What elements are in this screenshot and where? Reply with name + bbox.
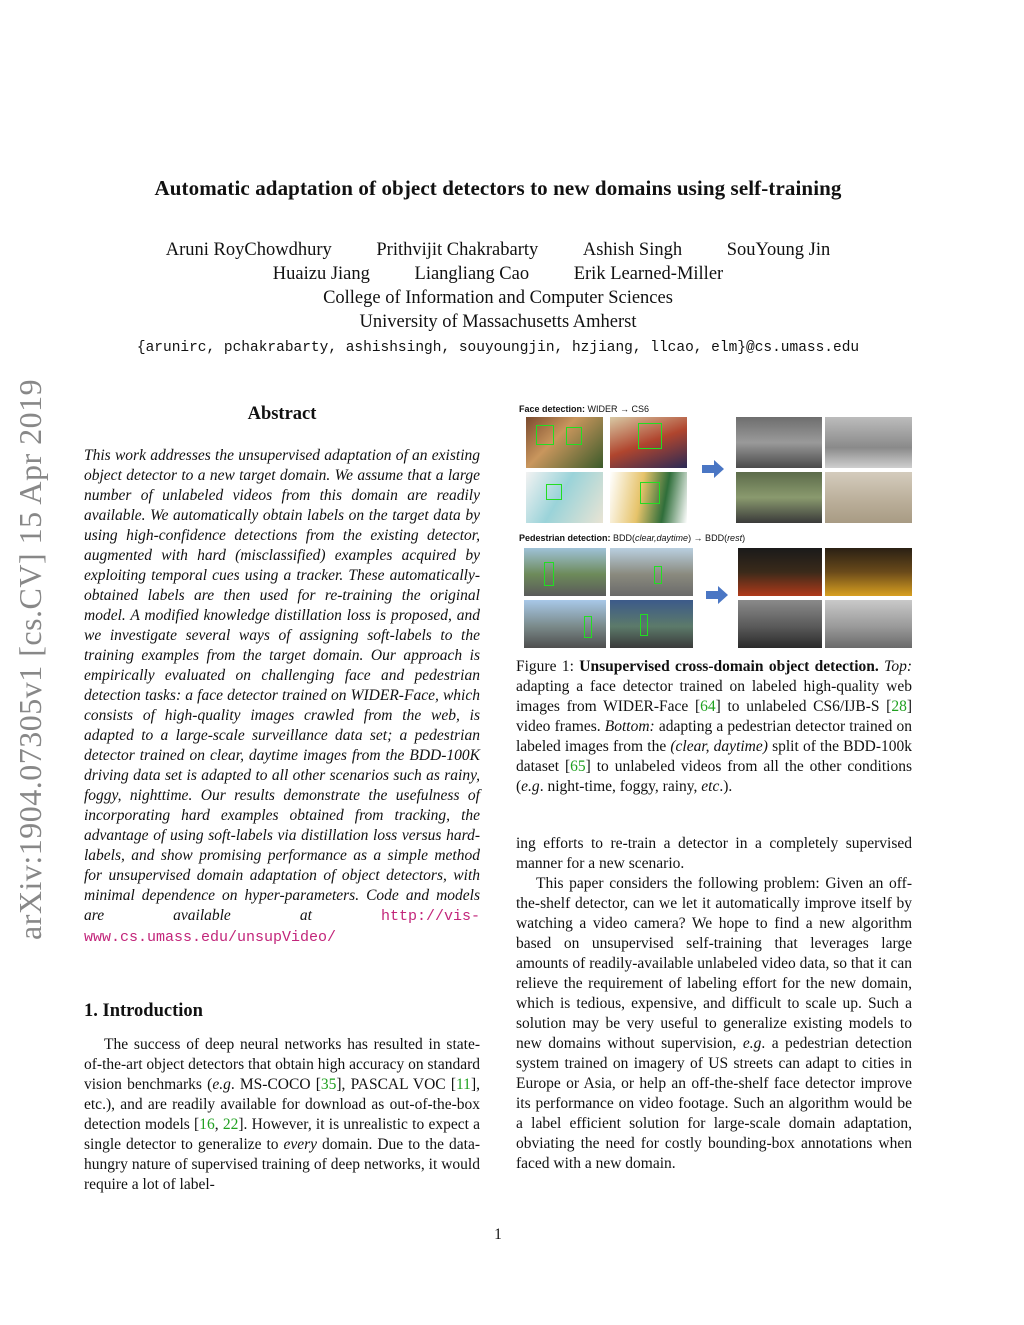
text-run: e.g <box>212 1076 231 1093</box>
text-run: split of the BDD-100k dataset [ <box>516 738 912 775</box>
author-name: SouYoung Jin <box>726 240 831 260</box>
text-run: . a pedestrian detection system trained on imagery of US streets can adapt to cities in Europe or Asia, or help an off-the-shelf face detector improve its performance on video footage. Such an algorithm would be a label efficient solution for large-scale domain adaptation, obviating the need for costly bounding-box annotations when faced with a new domain. <box>516 1035 912 1172</box>
pedestrian-target-image <box>825 600 912 648</box>
arxiv-stamp: arXiv:1904.07305v1 [cs.CV] 15 Apr 2019 <box>12 378 48 940</box>
author-name: Prithvijit Chakrabarty <box>376 240 539 260</box>
face-bounding-box <box>536 425 554 445</box>
author-name: Erik Learned-Miller <box>573 264 724 284</box>
body-paragraph <box>516 874 912 1174</box>
text-run: ], PASCAL VOC [ <box>336 1076 456 1093</box>
page-number: 1 <box>494 1226 502 1243</box>
pedestrian-bounding-box <box>640 614 648 636</box>
citation-link[interactable]: 22 <box>222 1116 239 1133</box>
pedestrian-source-image <box>610 600 693 648</box>
text-run: adapting a face detector trained on labeled high-quality web images from WIDER-Face [ <box>516 678 912 715</box>
author-name: Liangliang Cao <box>414 264 530 284</box>
face-target-image <box>736 472 822 523</box>
label-bold: Pedestrian detection: <box>519 533 611 543</box>
text-run: adapting a pedestrian detector trained on labeled images from the <box>516 718 912 755</box>
figure-1 <box>518 400 914 652</box>
citation-link[interactable]: 16 <box>199 1116 215 1133</box>
right-column-body <box>516 834 912 1174</box>
text-run: The success of deep neural networks has resulted in state-of-the-art object detectors that obtain high accuracy on standard vision benchmarks ( <box>84 1036 480 1093</box>
author-name: Huaizu Jiang <box>272 264 370 284</box>
text-run: This paper considers the following problem: Given an off-the-shelf detector, can we let it automatically improve itself by watching a video camera? We hope to find a new algorithm based on unsupervised self-training that leverages large amounts of readily-available unlabeled video data, so that it can relieve the requirement of labeling effort for the new domain, which is tedious, expensive, and difficult to scale up. Such a solution may be very useful to generalize existing models to new domains without supervision, <box>516 875 912 1052</box>
intro-paragraph <box>84 1035 480 1195</box>
text-run: Figure 1: <box>516 658 580 675</box>
text-run: etc <box>701 778 720 795</box>
paper-title: Automatic adaptation of object detectors to new domains using self-training <box>154 176 842 200</box>
face-detection-label <box>519 404 649 414</box>
pedestrian-bounding-box <box>584 616 592 638</box>
domain-arrow-icon <box>706 586 730 604</box>
label-bold: Face detection: <box>519 404 586 414</box>
citation-link[interactable]: 28 <box>891 698 907 715</box>
pedestrian-bounding-box <box>654 566 662 584</box>
face-target-image <box>825 472 912 523</box>
text-run: Top: <box>884 658 913 675</box>
text-run: e.g <box>742 1035 762 1052</box>
text-run: e.g <box>521 778 540 795</box>
text-run: Bottom: <box>604 718 655 735</box>
intro-heading: 1. Introduction <box>84 1001 203 1021</box>
pedestrian-target-image <box>825 548 912 596</box>
face-bounding-box <box>638 423 662 449</box>
authors-line-1 <box>0 240 996 261</box>
text-run: (clear, daytime) <box>670 738 768 755</box>
text-run: ]. However, it is unrealistic to expect a single detector to generalize to <box>84 1116 481 1153</box>
caption-title: Unsupervised cross-domain object detection. <box>579 658 879 675</box>
abstract-body <box>84 446 480 948</box>
text-run: ], etc.), and are readily available for download as out-of-the-box detection models [ <box>84 1076 480 1133</box>
text-run: every <box>283 1136 318 1153</box>
text-run: . MS-COCO [ <box>230 1076 321 1093</box>
pedestrian-source-image <box>524 600 606 648</box>
pedestrian-detection-label <box>519 533 745 543</box>
text-run: ] video frames. <box>516 698 912 735</box>
label-text: WIDER → CS6 <box>585 404 650 414</box>
citation-link[interactable]: 64 <box>700 698 716 715</box>
face-bounding-box <box>546 484 562 500</box>
author-name: Aruni RoyChowdhury <box>165 240 332 260</box>
intro-body <box>84 1035 480 1195</box>
text-run: . night-time, foggy, rainy, <box>539 778 702 795</box>
pedestrian-source-image <box>524 548 606 596</box>
text-run: .). <box>719 778 733 795</box>
citation-link[interactable]: 65 <box>570 758 586 775</box>
pedestrian-target-image <box>738 548 822 596</box>
figure-caption <box>516 657 912 797</box>
affiliation-college: College of Information and Computer Sciences <box>323 288 673 308</box>
body-paragraph: ing efforts to re-train a detector in a completely supervised manner for a new scenario. <box>516 835 912 872</box>
author-name: Ashish Singh <box>582 240 683 260</box>
face-source-image <box>526 472 603 523</box>
label-text: ) → BDD( <box>688 533 728 543</box>
domain-arrow-icon <box>702 460 726 478</box>
face-bounding-box <box>566 427 582 445</box>
face-source-image <box>526 417 603 468</box>
text-run: ] to unlabeled CS6/IJB-S [ <box>715 698 892 715</box>
face-bounding-box <box>640 482 660 504</box>
face-target-image <box>736 417 822 468</box>
pedestrian-target-image <box>738 600 822 648</box>
authors-line-2 <box>0 264 996 285</box>
text-run: , <box>214 1116 223 1133</box>
affiliation-university: University of Massachusetts Amherst <box>359 312 637 332</box>
text-run: ] to unlabeled videos from all the other conditions ( <box>516 758 912 795</box>
pedestrian-source-image <box>610 548 693 596</box>
code-url-link[interactable]: http://vis-www.cs.umass.edu/unsupVideo/ <box>84 908 480 946</box>
face-source-image <box>610 417 687 468</box>
text-run: domain. Due to the data-hungry nature of supervised training of deep networks, it would require a lot of label- <box>84 1136 480 1193</box>
pedestrian-bounding-box <box>544 562 554 586</box>
author-emails: {arunirc, pchakrabarty, ashishsingh, souyoungjin, hzjiang, llcao, elm}@cs.umass.edu <box>136 340 860 356</box>
label-italic: rest <box>727 533 743 543</box>
label-text: ) <box>742 533 746 543</box>
citation-link[interactable]: 11 <box>456 1076 471 1093</box>
label-italic: clear,daytime <box>635 533 689 543</box>
abstract-heading: Abstract <box>247 404 317 424</box>
abstract-text: This work addresses the unsupervised adaptation of an existing object detector to a new target domain. We assume that a large number of unlabeled videos from this domain are readily available. We automatically obtain labels on the target data by using high-confidence detections from the existing detector, augmented with hard (misclassified) examples acquired by exploiting temporal cues using a tracker. These automatically-obtained labels are then used for re-training the original model. A modified knowledge distillation loss is proposed, and we investigate several ways of assigning soft-labels to the training examples from the target domain. Our approach is empirically evaluated on challenging face and pedestrian detection tasks: a face detector trained on WIDER-Face, which consists of high-quality images crawled from the web, is adapted to a large-scale surveillance data set; a pedestrian detector trained on clear, daytime images from the BDD-100K driving data set is adapted to all other scenarios such as rainy, foggy, nighttime. Our results demonstrate the usefulness of incorporating hard examples obtained from tracking, the advantage of using soft-labels via distillation loss versus hard-labels, and show promising performance as a simple method for unsupervised domain adaptation of object detectors, with minimal dependence on hyper-parameters. Code and models are available at <box>84 447 480 924</box>
face-target-image <box>825 417 912 468</box>
citation-link[interactable]: 35 <box>320 1076 337 1093</box>
label-text: BDD( <box>610 533 636 543</box>
face-source-image <box>610 472 687 523</box>
